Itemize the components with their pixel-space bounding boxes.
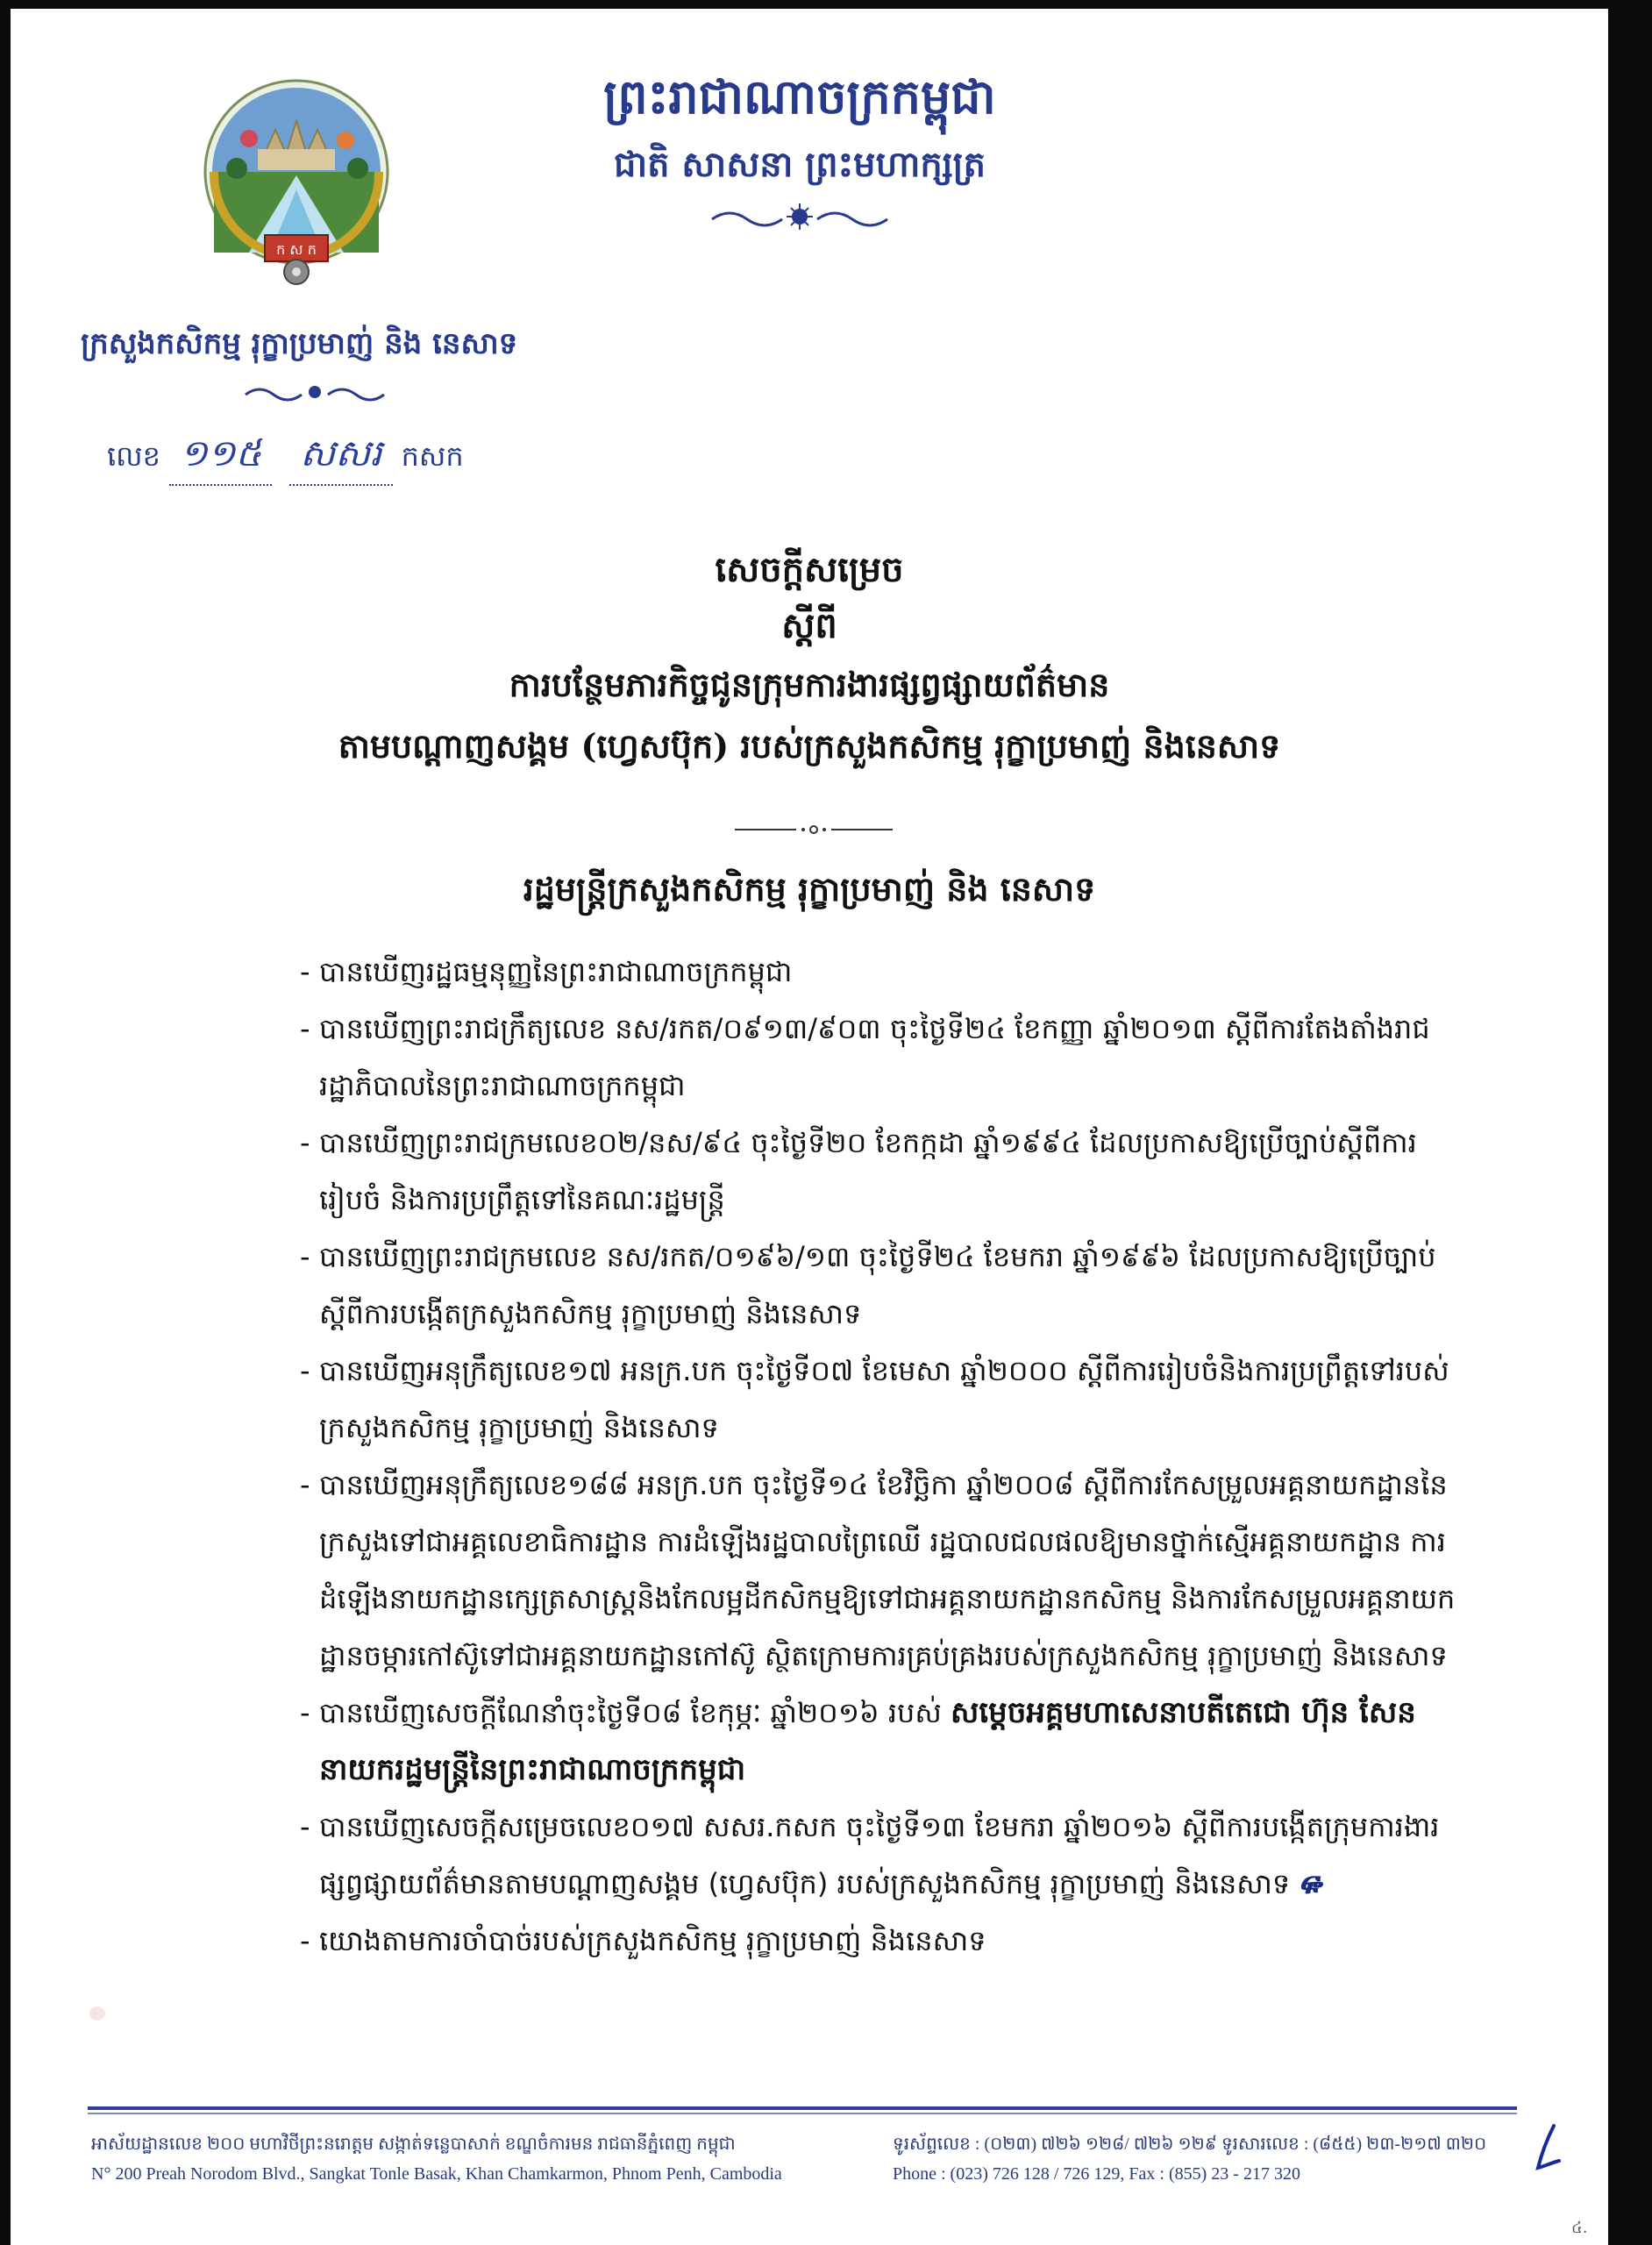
kingdom-title: ព្រះរាជាណាចក្រកម្ពុជា xyxy=(603,68,996,125)
reference-code: សសរ xyxy=(289,430,392,486)
list-item-text: បានឃើញព្រះរាជក្រមលេខ នស/រកត/០១៩៦/១៣ ចុះថ្ងៃទី២៤ ខែមករា ឆ្នាំ១៩៩៦ ដែលប្រកាសឱ្យប្រើច្បាប់ស្តីពីការបង្កើតក្រសួងកសិកម្ម រុក្ខាប្រមាញ់ និងនេសាទ xyxy=(319,1240,1436,1330)
list-item xyxy=(300,1001,1477,1115)
list-item-text: បានឃើញសេចក្តីណែនាំចុះថ្ងៃទី០៨ ខែកុម្ភៈ ឆ្នាំ២០១៦ របស់ xyxy=(319,1696,942,1729)
decision-body xyxy=(300,944,1477,1970)
list-dash: - xyxy=(300,1012,310,1045)
reference-number: ១១៥ xyxy=(169,430,272,486)
list-item xyxy=(300,1457,1477,1685)
list-item-text: បានឃើញរដ្ឋធម្មនុញ្ញនៃព្រះរាជាណាចក្រកម្ពុជា xyxy=(319,955,793,988)
title-line-4: តាមបណ្តាញសង្គម (ហ្វេសប៊ុក) របស់ក្រសួងកសិកម្ម រុក្ខាប្រមាញ់ និងនេសាទ xyxy=(338,726,1281,766)
list-item xyxy=(300,1799,1477,1913)
list-item xyxy=(300,1913,1477,1970)
list-item-text: បានឃើញព្រះរាជក្រមលេខ០២/នស/៩៤ ចុះថ្ងៃទី២០ ខែកក្កដា ឆ្នាំ១៩៩៤ ដែលប្រកាសឱ្យប្រើច្បាប់ស្តីពីការរៀបចំ និងការប្រព្រឹត្តទៅនៃគណៈរដ្ឋមន្ត្រី xyxy=(319,1126,1417,1216)
ministry-emblem xyxy=(196,77,396,296)
emblem-text: ក ស ក xyxy=(276,241,317,258)
footer-address xyxy=(91,2129,782,2189)
reference-suffix: កសក xyxy=(401,439,464,473)
reference-number-line xyxy=(107,430,464,486)
footer-divider xyxy=(88,2106,1517,2110)
list-item-text: បានឃើញអនុក្រឹត្យលេខ១៨៨ អនក្រ.បក ចុះថ្ងៃទី១៤ ខែវិច្ឆិកា ឆ្នាំ២០០៨ ស្តីពីការកែសម្រួលអគ្គនាយកដ្ឋាននៃក្រសួងទៅជាអគ្គលេខាធិការដ្ឋាន ការដំឡើងរដ្ឋបាលព្រៃឈើ រដ្ឋបាលជលផលឱ្យមានថ្នាក់ស្មើអគ្គនាយកដ្ឋាន ការដំឡើងនាយកដ្ឋានក្សេត្រសាស្ត្រនិងកែលម្អដីកសិកម្មឱ្យទៅជាអគ្គនាយកដ្ឋានកសិកម្ម និងការកែសម្រួលអគ្គនាយកដ្ឋានចម្ការកៅស៊ូទៅជាអគ្គនាយកដ្ឋានកៅស៊ូ ស្ថិតក្រោមការគ្រប់គ្រងរបស់ក្រសួងកសិកម្ម រុក្ខាប្រមាញ់ និងនេសាទ xyxy=(319,1468,1456,1672)
national-motto: ជាតិ សាសនា ព្រះមហាក្សត្រ xyxy=(614,144,986,185)
list-dash: - xyxy=(300,1924,310,1957)
list-dash: - xyxy=(300,1468,310,1501)
handwritten-paraph-icon xyxy=(1529,2122,1564,2175)
footer-contact xyxy=(893,2129,1486,2189)
list-dash: - xyxy=(300,1696,310,1729)
title-line-1: សេចក្តីសម្រេច xyxy=(715,549,904,590)
list-item-text: បានឃើញព្រះរាជក្រឹត្យលេខ នស/រកត/០៩១៣/៩០៣ ចុះថ្ងៃទី២៤ ខែកញ្ញា ឆ្នាំ២០១៣ ស្តីពីការតែងតាំងរាជរដ្ឋាភិបាលនៃព្រះរាជាណាចក្រកម្ពុជា xyxy=(319,1012,1430,1102)
list-item xyxy=(300,1343,1477,1457)
motto-ornament-icon xyxy=(703,203,896,230)
list-item xyxy=(300,944,1477,1001)
minister-heading: រដ្ឋមន្ត្រីក្រសួងកសិកម្ម រុក្ខាប្រមាញ់ និង នេសាទ xyxy=(523,869,1096,909)
ministry-name: ក្រសួងកសិកម្ម រុក្ខាប្រមាញ់ និង នេសាទ xyxy=(81,326,518,361)
footer-divider-thin xyxy=(88,2113,1517,2114)
list-dash: - xyxy=(300,1354,310,1387)
list-item-text: បានឃើញសេចក្តីសម្រេចលេខ០១៧ សសរ.កសក ចុះថ្ងៃទី១៣ ខែមករា ឆ្នាំ២០១៦ ស្តីពីការបង្កើតក្រុមការងារផ្សព្វផ្សាយព័ត៌មានតាមបណ្តាញសង្គម (ហ្វេសប៊ុក) របស់ក្រសួងកសិកម្ម រុក្ខាប្រមាញ់ និងនេសាទ xyxy=(319,1810,1440,1900)
title-line-3: ការបន្ថែមភារកិច្ចជូនក្រុមការងារផ្សព្វផ្សាយព័ត៌មាន xyxy=(509,665,1110,704)
list-item-text: យោងតាមការចាំបាច់របស់ក្រសួងកសិកម្ម រុក្ខាប្រមាញ់ និងនេសាទ xyxy=(319,1924,986,1957)
decision-title xyxy=(11,542,1608,777)
paper-stain xyxy=(89,2006,105,2020)
list-item xyxy=(300,1115,1477,1229)
list-dash: - xyxy=(300,1240,310,1273)
handwritten-initial: ᎋ xyxy=(1299,1867,1321,1900)
footer-phone-en: Phone : (023) 726 128 / 726 129, Fax : (855) 23 - 217 320 xyxy=(893,2164,1300,2184)
footer-address-kh: អាស័យដ្ឋានលេខ ២០០ មហាវិថីព្រះនរោត្តម សង្កាត់ទន្លេបាសាក់ ខណ្ឌចំការមន រាជធានីភ្នំពេញ កម្ពុជា xyxy=(91,2135,736,2154)
list-dash: - xyxy=(300,955,310,988)
footer-address-en: N° 200 Preah Norodom Blvd., Sangkat Tonle Basak, Khan Chamkarmon, Phnom Penh, Cambodia xyxy=(91,2164,782,2184)
list-dash: - xyxy=(300,1810,310,1843)
list-item xyxy=(300,1685,1477,1799)
ministry-ornament-icon xyxy=(240,381,389,403)
reference-label: លេខ xyxy=(107,439,160,473)
kingdom-heading xyxy=(572,60,1028,230)
prime-minister-name: សម្តេចអគ្គមហាសេនាបតីតេជោ ហ៊ុន សែន នាយករដ្ឋមន្ត្រីនៃព្រះរាជាណាចក្រកម្ពុជា xyxy=(319,1695,1416,1787)
list-item xyxy=(300,1229,1477,1343)
page-mark: ៤. xyxy=(1571,2219,1588,2237)
title-divider-icon xyxy=(735,823,893,837)
list-dash: - xyxy=(300,1126,310,1159)
list-item-text: បានឃើញអនុក្រឹត្យលេខ១៧ អនក្រ.បក ចុះថ្ងៃទី០៧ ខែមេសា ឆ្នាំ២០០០ ស្តីពីការរៀបចំនិងការប្រព្រឹត្តទៅរបស់ក្រសួងកសិកម្ម រុក្ខាប្រមាញ់ និងនេសាទ xyxy=(319,1354,1449,1444)
footer-phone-kh: ទូរស័ព្ទលេខ : (០២៣) ៧២៦ ១២៨/ ៧២៦ ១២៩ ទូរសារលេខ : (៨៥៥) ២៣-២១៧ ៣២០ xyxy=(893,2135,1487,2154)
title-line-2: ស្តីពី xyxy=(781,605,837,646)
document-page xyxy=(11,9,1608,2245)
